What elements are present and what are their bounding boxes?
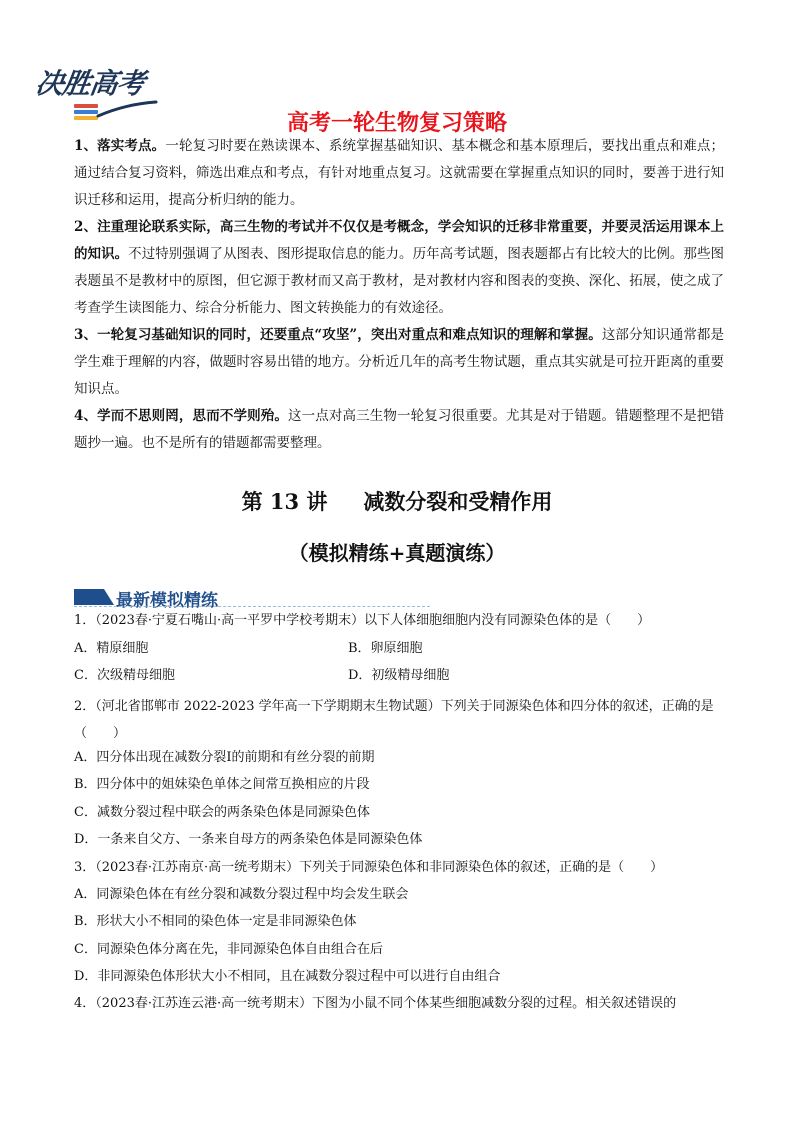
section-banner bbox=[74, 586, 430, 611]
strategy-paragraph-3 bbox=[74, 322, 724, 403]
section-divider bbox=[74, 606, 430, 607]
strategy-paragraph-4 bbox=[74, 403, 724, 457]
question-2-option-b: B．四分体中的姐妹染色单体之间常互换相应的片段 bbox=[74, 777, 370, 792]
question-3-option-b: B．形状大小不相同的染色体一定是非同源染色体 bbox=[74, 914, 357, 929]
lecture-number: 第 13 讲 bbox=[241, 489, 328, 514]
section-label: 最新模拟精练 bbox=[116, 591, 218, 611]
banner-arrow-icon bbox=[74, 589, 114, 605]
strategy-body: 这部分知识通常都是学生难于理解的内容，做题时容易出错的地方。分析近几年的高考生物试题，重点其实就是可拉开距离的重要知识点。 bbox=[74, 327, 724, 397]
question-4-stem: 4．（2023春·江苏连云港·高一统考期末）下图为小鼠不同个体某些细胞减数分裂的过程。相关叙述错误的 bbox=[74, 996, 677, 1011]
question-2-option-c: C．减数分裂过程中联会的两条染色体是同源染色体 bbox=[74, 805, 370, 820]
question-1-option-a: A．精原细胞 bbox=[74, 641, 149, 656]
strategy-body: 不过特别强调了从图表、图形提取信息的能力。历年高考试题，图表题都占有比较大的比例。那些图表题虽不是教材中的原图，但它源于教材而又高于教材，是对教材内容和图表的变换、深化、拓展，使之成了考查学生读图能力、综合分析能力、图文转换能力的有效途径。 bbox=[74, 246, 725, 316]
question-2-stem: 2．（河北省邯郸市 2022-2023 学年高一下学期期末生物试题）下列关于同源染色体和四分体的叙述，正确的是（ ） bbox=[74, 699, 714, 741]
strategy-heading: 4、学而不思则罔，思而不学则殆。 bbox=[74, 408, 288, 424]
question-2-option-d: D．一条来自父方、一条来自母方的两条染色体是同源染色体 bbox=[74, 832, 423, 847]
lecture-title bbox=[0, 486, 794, 516]
strategy-paragraph-2 bbox=[74, 214, 724, 322]
strategy-body: 这一点对高三生物一轮复习很重要。尤其是对于错题。错题整理不是把错题抄一遍。也不是所有的错题都需要整理。 bbox=[74, 408, 724, 451]
strategy-heading: 2、注重理论联系实际，高三生物的考试并不仅仅是考概念，学会知识的迁移非常重要，并要灵活运用课本上的知识。 bbox=[74, 219, 724, 262]
question-3-option-a: A．同源染色体在有丝分裂和减数分裂过程中均会发生联会 bbox=[74, 887, 409, 902]
lecture-name: 减数分裂和受精作用 bbox=[363, 489, 553, 514]
question-1-option-c: C．次级精母细胞 bbox=[74, 668, 175, 683]
strategy-body: 一轮复习时要在熟读课本、系统掌握基础知识、基本概念和基本原理后，要找出重点和难点；通过结合复习资料，筛选出难点和考点，有针对地重点复习。这就需要在掌握重点知识的同时，要善于进行知识迁移和运用，提高分析归纳的能力。 bbox=[74, 138, 724, 208]
question-1-option-b: B．卵原细胞 bbox=[348, 641, 423, 656]
question-3-option-d: D．非同源染色体形状大小不相同，且在减数分裂过程中可以进行自由组合 bbox=[74, 969, 501, 984]
logo-text: 决胜高考 bbox=[33, 67, 147, 100]
strategy-paragraph-1 bbox=[74, 133, 724, 214]
page-title: 高考一轮生物复习策略 bbox=[286, 111, 507, 136]
lecture-subtitle: （模拟精练+真题演练） bbox=[288, 541, 506, 565]
question-3-option-c: C．同源染色体分离在先，非同源染色体自由组合在后 bbox=[74, 942, 383, 957]
question-2-option-a: A．四分体出现在减数分裂Ⅰ的前期和有丝分裂的前期 bbox=[74, 750, 375, 765]
question-3-stem: 3．（2023春·江苏南京·高一统考期末）下列关于同源染色体和非同源染色体的叙述，正确的是（ ） bbox=[74, 860, 664, 875]
strategy-heading: 1、落实考点。 bbox=[74, 138, 166, 154]
question-1-stem: 1．（2023春·宁夏石嘴山·高一平罗中学校考期末）以下人体细胞细胞内没有同源染色体的是（ ） bbox=[74, 613, 651, 628]
question-1-option-d: D．初级精母细胞 bbox=[348, 668, 450, 683]
strategy-heading: 3、一轮复习基础知识的同时，还要重点“攻坚”，突出对重点和难点知识的理解和掌握。 bbox=[74, 327, 602, 343]
